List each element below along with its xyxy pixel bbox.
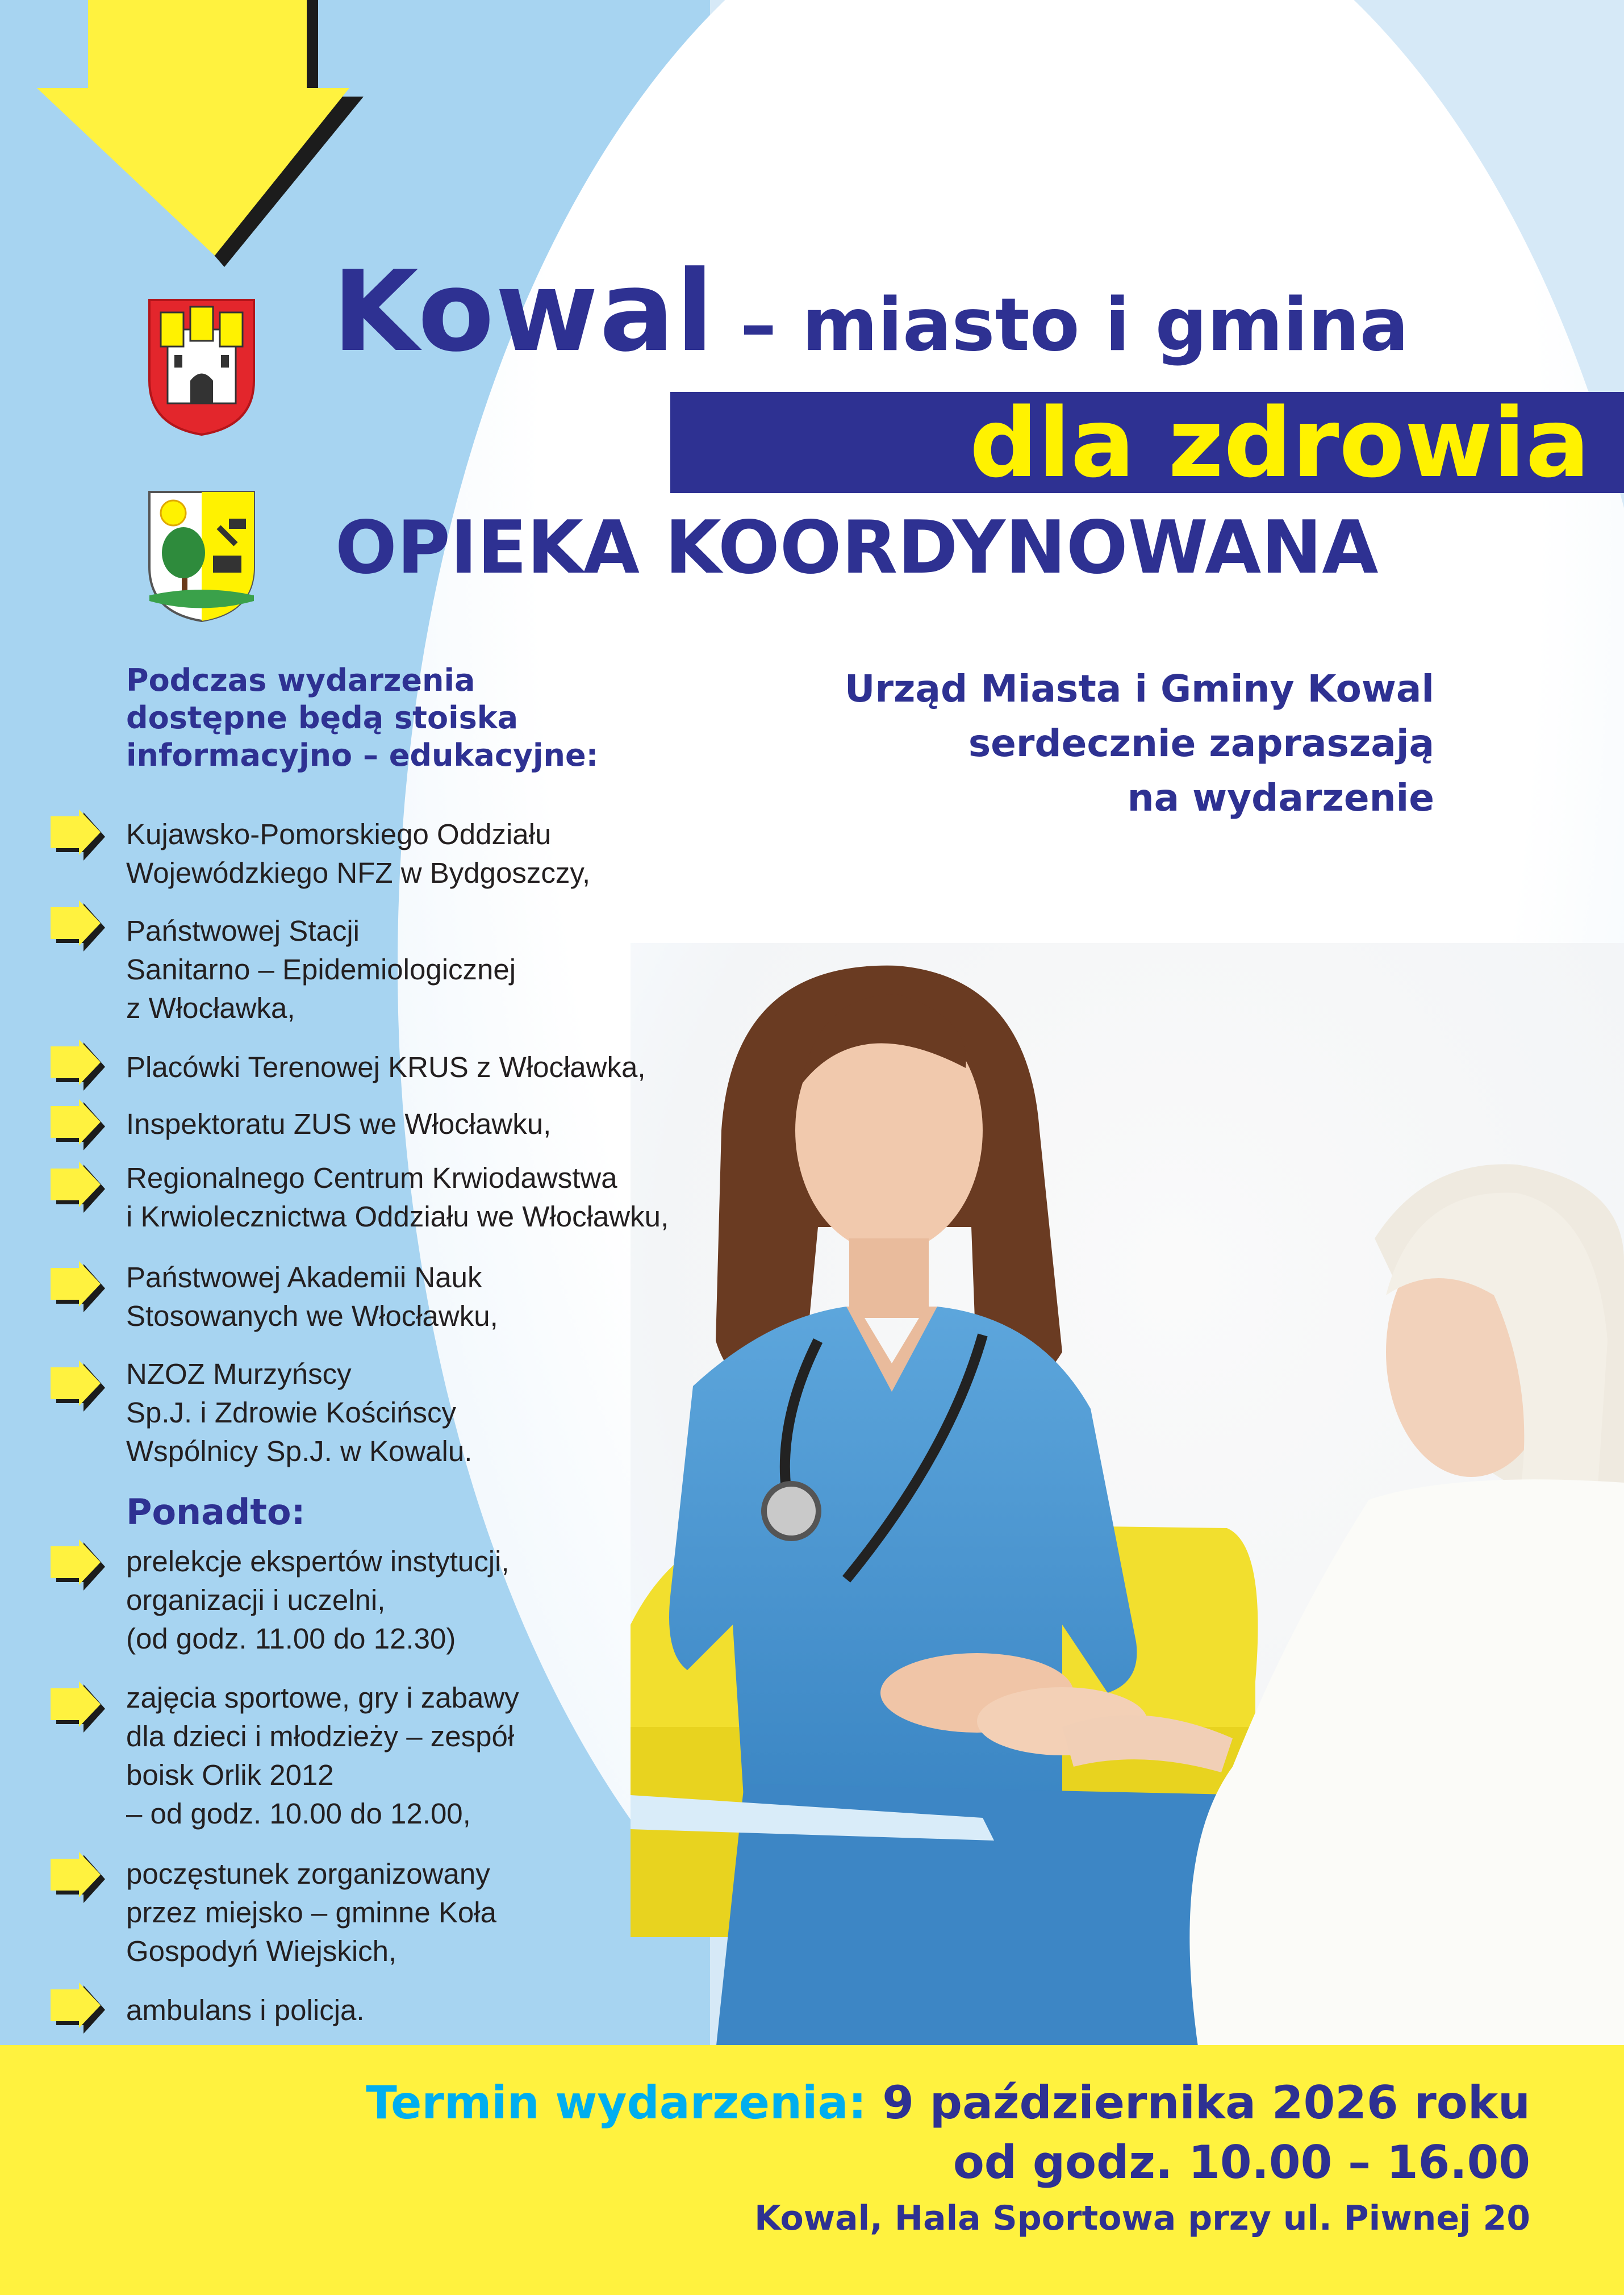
list-item-line: Placówki Terenowej KRUS z Włocławka, [126,1051,646,1083]
crest-kowal-gmina-icon [145,487,258,624]
list-item-line: organizacji i uczelni, [126,1584,386,1616]
invitation-text [670,662,1434,825]
list-item-line: Państwowej Stacji [126,915,360,947]
program-heading: OPIEKA KOORDYNOWANA [335,506,1379,590]
list-item-line: przez miejsko – gminne Koła [126,1896,496,1929]
subtitle-text: dla zdrowia [969,387,1590,499]
arrow-bullet-icon [48,1983,111,2039]
intro-line: dostępne będą stoiska [126,700,519,736]
invitation-line: Urząd Miasta i Gminy Kowal [844,667,1434,711]
list-item [126,815,590,892]
list-item-line: z Włocławka, [126,992,295,1024]
list-item-line: Państwowej Akademii Nauk [126,1261,482,1293]
arrow-bullet-icon [48,1852,111,1909]
list-item-line: zajęcia sportowe, gry i zabawy [126,1681,519,1714]
down-arrow-icon [34,0,364,267]
crest-kowal-city-icon [145,295,258,437]
list-item [126,1159,669,1236]
arrow-bullet-icon [48,1361,111,1417]
arrow-bullet-icon [48,1162,111,1219]
title-rest: – miasto i gmina [715,283,1409,368]
list-item-line: i Krwiolecznictwa Oddziału we Włocławku, [126,1200,669,1233]
arrow-bullet-icon [48,809,111,866]
list-item-line: Sp.J. i Zdrowie Kościńscy [126,1396,457,1429]
arrow-bullet-icon [48,1539,111,1596]
arrow-bullet-icon [48,1261,111,1318]
invitation-line: na wydarzenie [1127,776,1434,820]
arrow-bullet-icon [48,1099,111,1156]
list-item-line: ambulans i policja. [126,1994,365,2026]
arrow-bullet-icon [48,900,111,957]
extras-heading: Ponadto: [126,1491,306,1533]
list-item [126,1258,498,1336]
event-term [366,2076,1530,2129]
list-item-line: – od godz. 10.00 do 12.00, [126,1797,471,1830]
list-item-line: dla dzieci i młodzieży – zespół [126,1720,515,1752]
list-item-line: Sanitarno – Epidemiologicznej [126,953,516,986]
list-item [126,1048,646,1087]
list-item-line: poczęstunek zorganizowany [126,1858,490,1890]
list-item-line: NZOZ Murzyńscy [126,1358,352,1390]
list-item-line: Stosowanych we Włocławku, [126,1300,498,1332]
list-item-line: prelekcje ekspertów instytucji, [126,1545,510,1578]
list-item [126,1991,365,2030]
intro-text [126,662,694,774]
intro-line: informacyjno – edukacyjne: [126,737,599,773]
list-item-line: Gospodyń Wiejskich, [126,1935,397,1967]
list-item-line: (od godz. 11.00 do 12.30) [126,1622,456,1655]
event-hours: od godz. 10.00 – 16.00 [953,2136,1530,2189]
photo-nurse-with-patient [631,943,1624,2051]
term-date: 9 października 2026 roku [866,2076,1530,2129]
event-venue: Kowal, Hala Sportowa przy ul. Piwnej 20 [754,2198,1530,2238]
title-kowal: Kowal [332,247,715,377]
event-footer [0,2045,1624,2295]
list-item-line: Kujawsko-Pomorskiego Oddziału [126,818,552,850]
list-item [126,1542,510,1658]
list-item-line: Wojewódzkiego NFZ w Bydgoszczy, [126,857,591,889]
list-item-line: Inspektoratu ZUS we Włocławku, [126,1108,552,1140]
list-item-line: boisk Orlik 2012 [126,1759,334,1791]
list-item [126,912,516,1028]
arrow-bullet-icon [48,1681,111,1738]
list-item [126,1679,519,1833]
term-label: Termin wydarzenia: [366,2076,867,2129]
subtitle-banner [670,387,1624,499]
page-title [332,247,1582,377]
list-item [126,1105,551,1144]
list-item [126,1855,496,1971]
invitation-line: serdecznie zapraszają [968,721,1434,765]
list-item-line: Wspólnicy Sp.J. w Kowalu. [126,1435,473,1467]
arrow-bullet-icon [48,1040,111,1096]
list-item [126,1355,472,1471]
intro-line: Podczas wydarzenia [126,662,475,698]
list-item-line: Regionalnego Centrum Krwiodawstwa [126,1162,617,1194]
